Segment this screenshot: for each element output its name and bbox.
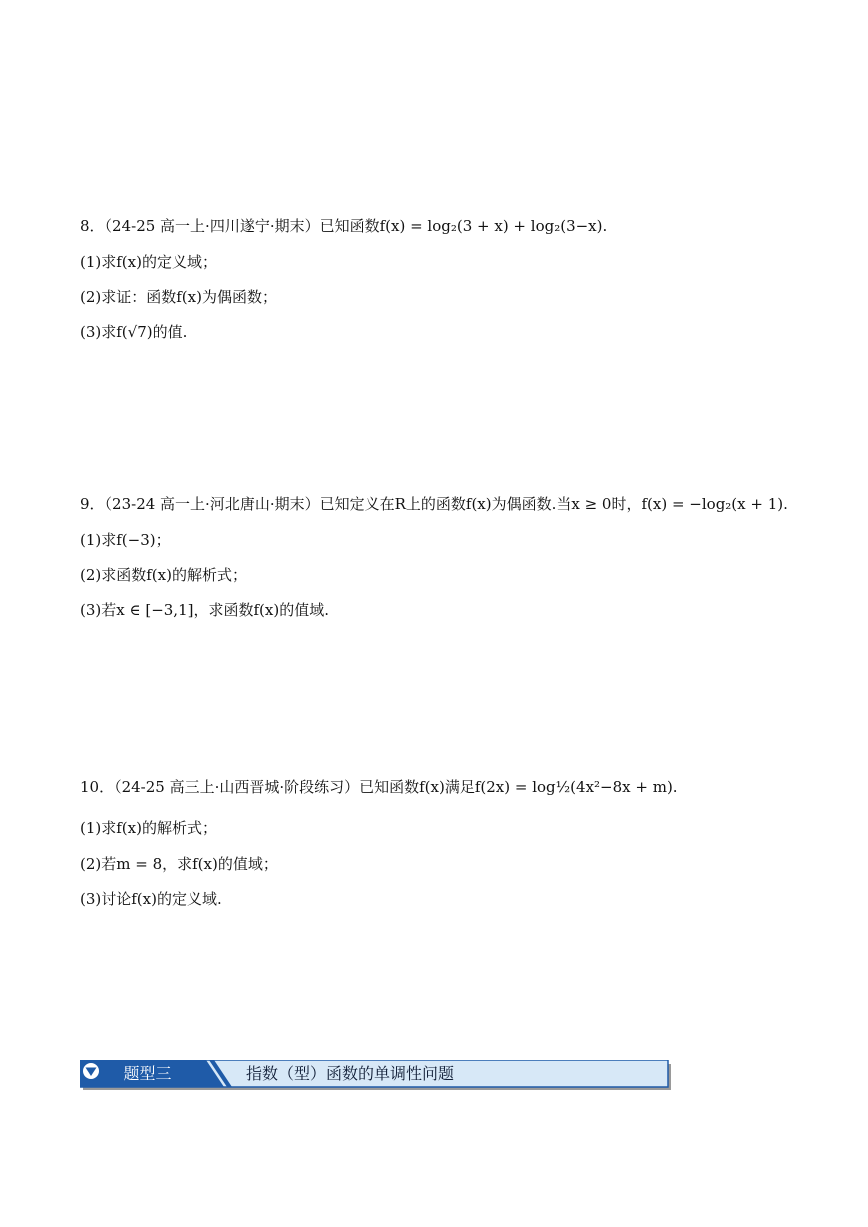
problem-10-part-2: (2)若m = 8，求f(x)的值域； [80, 855, 278, 873]
problem-10-header: 10．（24-25 高三上·山西晋城·阶段练习）已知函数f(x)满足f(2x) = log½(4x²−8x + m). [80, 778, 678, 796]
problem-10-part-1: (1)求f(x)的解析式； [80, 819, 217, 837]
chevron-down-circle-icon[interactable] [80, 1060, 102, 1082]
section-banner [80, 1060, 672, 1090]
problem-9-part-2: (2)求函数f(x)的解析式； [80, 566, 247, 584]
problem-10-part-3: (3)讨论f(x)的定义域. [80, 890, 222, 908]
problem-9-part-1: (1)求f(−3)； [80, 531, 171, 549]
problem-8-header: 8．（24-25 高一上·四川遂宁·期末）已知函数f(x) = log₂(3 + x) + log₂(3−x). [80, 217, 608, 235]
section-title: 指数（型）函数的单调性问题 [246, 1064, 455, 1083]
problem-8-part-1: (1)求f(x)的定义域； [80, 253, 217, 271]
problem-9-header: 9．（23-24 高一上·河北唐山·期末）已知定义在R上的函数f(x)为偶函数.当x ≥ 0时，f(x) = −log₂(x + 1). [80, 495, 788, 513]
problem-9-part-3: (3)若x ∈ [−3,1]，求函数f(x)的值域. [80, 601, 329, 619]
problem-8-part-2: (2)求证：函数f(x)为偶函数； [80, 288, 277, 306]
problem-8-part-3: (3)求f(√7)的值. [80, 323, 188, 341]
section-label: 题型三 [123, 1064, 172, 1083]
